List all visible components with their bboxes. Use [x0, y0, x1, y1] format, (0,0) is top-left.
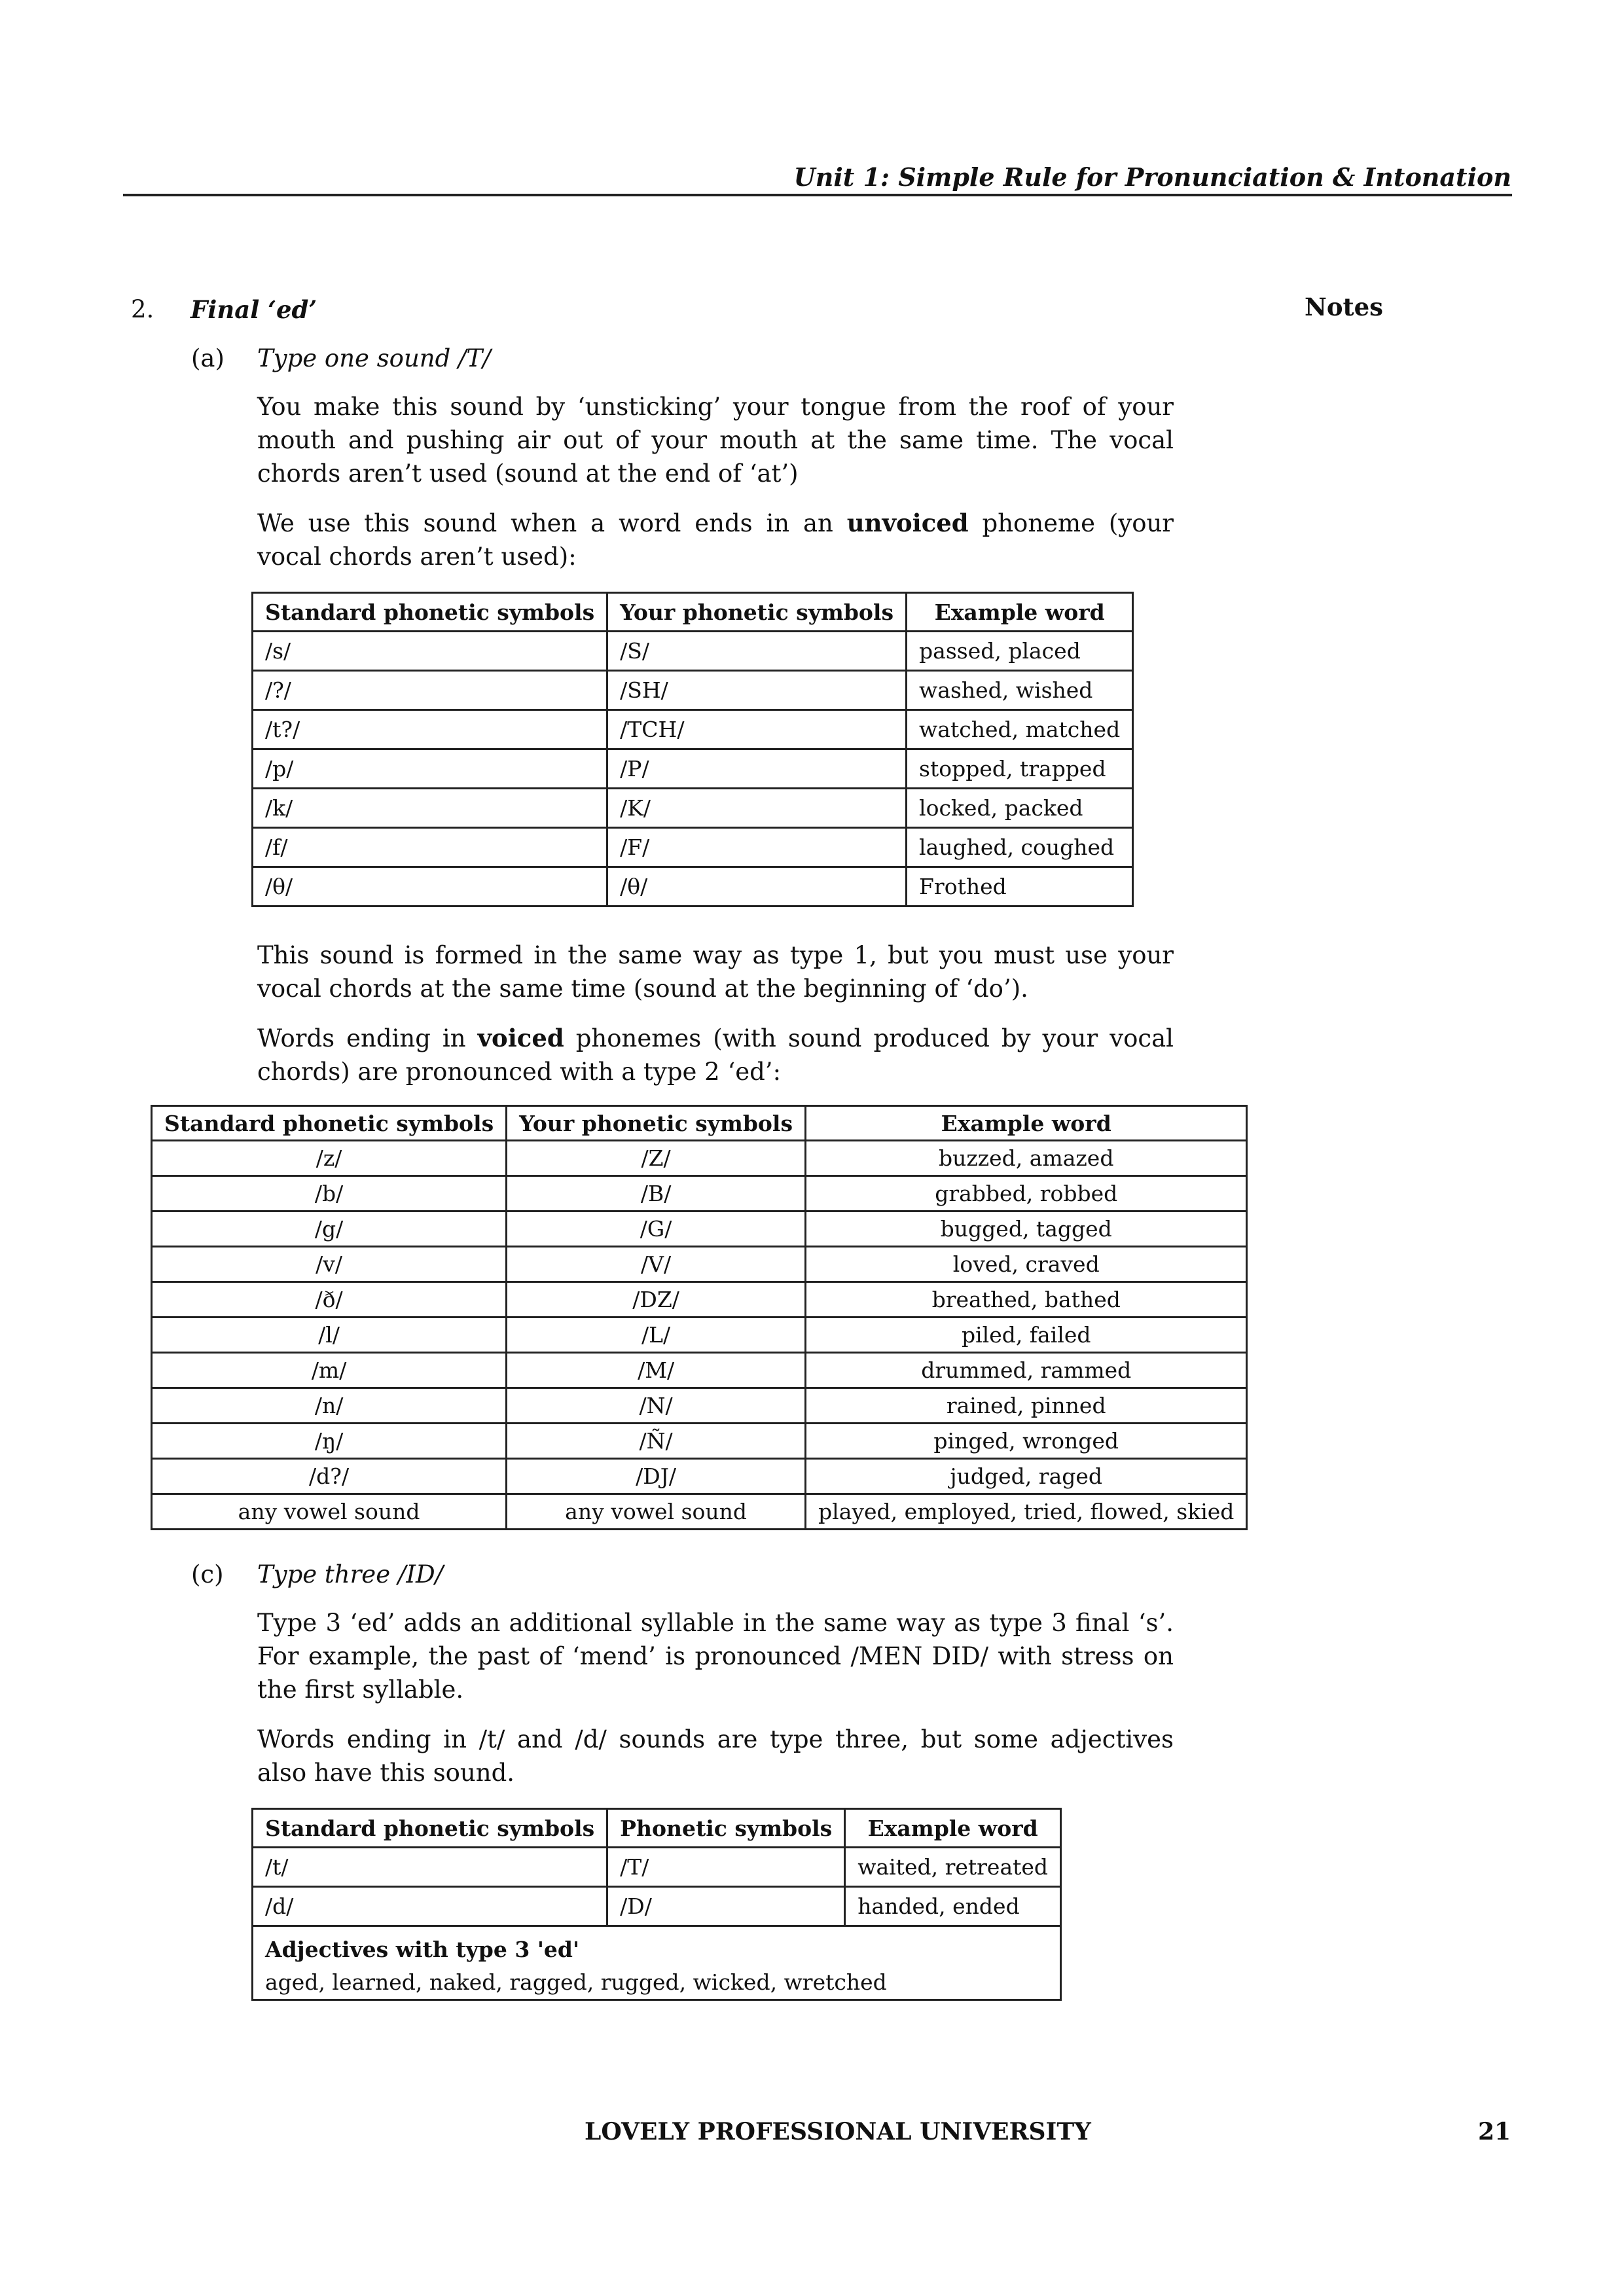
table-row [152, 1176, 1247, 1211]
standard-symbol-cell: /f/ [253, 828, 607, 867]
standard-symbol-cell: /d/ [253, 1887, 607, 1926]
adjectives-cell [253, 1926, 1061, 2000]
example-word-cell: pinged, wronged [806, 1424, 1247, 1459]
type-three-rule-paragraph: Words ending in /t/ and /d/ sounds are type three, but some adjectives also have this sound. [257, 1725, 1174, 1787]
table-row [253, 828, 1133, 867]
voiced-rule-paragraph [257, 1022, 1174, 1088]
standard-symbol-cell: /ŋ/ [152, 1424, 507, 1459]
column-header: Your phonetic symbols [507, 1106, 806, 1141]
table-row [152, 1494, 1247, 1530]
column-header: Example word [907, 593, 1133, 632]
standard-symbol-cell: /d?/ [152, 1459, 507, 1494]
subsection-a-marker: (a) [191, 344, 225, 372]
subsection-c-marker: (c) [191, 1560, 224, 1588]
table-header-row [253, 1809, 1061, 1848]
phonetic-symbol-cell: /T/ [607, 1848, 845, 1887]
table-row [152, 1353, 1247, 1388]
example-word-cell: washed, wished [907, 671, 1133, 710]
standard-symbol-cell: /b/ [152, 1176, 507, 1211]
your-symbol-cell: /B/ [507, 1176, 806, 1211]
subsection-a-title: Type one sound /T/ [257, 344, 491, 372]
standard-symbol-cell: /p/ [253, 749, 607, 789]
adjectives-title: Adjectives with type 3 'ed' [265, 1937, 580, 1962]
standard-symbol-cell: /g/ [152, 1211, 507, 1247]
running-header-title: Unit 1: Simple Rule for Pronunciation & Intonation [793, 162, 1511, 192]
column-header: Phonetic symbols [607, 1809, 845, 1848]
type-one-description: You make this sound by ‘unsticking’ your tongue from the roof of your mouth and pushing air out of your mouth at the same time. The vocal chords aren’t used (sound at the end of ‘at’) [257, 393, 1174, 488]
voiced-rule-text-end: phonemes (with sound produced by your vocal chords) are pronounced with a type 2 ‘ed’: [257, 1024, 1174, 1086]
voiced-rule-text-start: Words ending in [257, 1024, 478, 1052]
standard-symbol-cell: /n/ [152, 1388, 507, 1424]
standard-symbol-cell: /?/ [253, 671, 607, 710]
standard-symbol-cell: /t?/ [253, 710, 607, 749]
your-symbol-cell: /F/ [607, 828, 907, 867]
example-word-cell: handed, ended [845, 1887, 1061, 1926]
example-word-cell: Frothed [907, 867, 1133, 906]
subsection-c-title: Type three /ID/ [257, 1560, 444, 1588]
example-word-cell: judged, raged [806, 1459, 1247, 1494]
your-symbol-cell: /P/ [607, 749, 907, 789]
standard-symbol-cell: /ð/ [152, 1282, 507, 1318]
type-two-description: This sound is formed in the same way as type 1, but you must use your vocal chords at the same time (sound at the beginning of ‘do’). [257, 941, 1174, 1003]
unvoiced-keyword: unvoiced [846, 509, 969, 537]
table-header-row [152, 1106, 1247, 1141]
standard-symbol-cell: /t/ [253, 1848, 607, 1887]
column-header: Standard phonetic symbols [253, 593, 607, 632]
your-symbol-cell: /V/ [507, 1247, 806, 1282]
unvoiced-rule-paragraph [257, 507, 1174, 573]
table-row [152, 1318, 1247, 1353]
header-rule [123, 194, 1512, 196]
table-row [152, 1211, 1247, 1247]
type-three-description: Type 3 ‘ed’ adds an additional syllable in the same way as type 3 final ‘s’. For example, the past of ‘mend’ is pronounced /MEN DID/ with stress on the first syllable. [257, 1609, 1174, 1704]
your-symbol-cell: /N/ [507, 1388, 806, 1424]
example-word-cell: loved, craved [806, 1247, 1247, 1282]
adjectives-row [253, 1926, 1061, 2000]
table-row [253, 867, 1133, 906]
your-symbol-cell: /θ/ [607, 867, 907, 906]
section-title: Final ‘ed’ [190, 295, 317, 324]
standard-symbol-cell: /θ/ [253, 867, 607, 906]
your-symbol-cell: /Ñ/ [507, 1424, 806, 1459]
standard-symbol-cell: /k/ [253, 789, 607, 828]
page-number: 21 [1478, 2118, 1511, 2145]
your-symbol-cell: /L/ [507, 1318, 806, 1353]
unvoiced-rule-text-end: phoneme (your vocal chords aren’t used): [257, 509, 1174, 571]
footer-university: LOVELY PROFESSIONAL UNIVERSITY [585, 2118, 1091, 2145]
standard-symbol-cell: any vowel sound [152, 1494, 507, 1530]
standard-symbol-cell: /z/ [152, 1141, 507, 1176]
your-symbol-cell: /M/ [507, 1353, 806, 1388]
voiced-phonemes-table [151, 1105, 1248, 1530]
example-word-cell: stopped, trapped [907, 749, 1133, 789]
unvoiced-rule-text-start: We use this sound when a word ends in an [257, 509, 847, 537]
table-row [253, 789, 1133, 828]
column-header: Your phonetic symbols [607, 593, 907, 632]
type-three-table [251, 1808, 1062, 2001]
adjectives-list: aged, learned, naked, ragged, rugged, wicked, wretched [265, 1969, 887, 1995]
example-word-cell: passed, placed [907, 632, 1133, 671]
example-word-cell: bugged, tagged [806, 1211, 1247, 1247]
example-word-cell: played, employed, tried, flowed, skied [806, 1494, 1247, 1530]
table-row [253, 671, 1133, 710]
standard-symbol-cell: /m/ [152, 1353, 507, 1388]
your-symbol-cell: /SH/ [607, 671, 907, 710]
example-word-cell: buzzed, amazed [806, 1141, 1247, 1176]
table-row [152, 1388, 1247, 1424]
example-word-cell: locked, packed [907, 789, 1133, 828]
example-word-cell: grabbed, robbed [806, 1176, 1247, 1211]
example-word-cell: rained, pinned [806, 1388, 1247, 1424]
voiced-keyword: voiced [477, 1024, 564, 1052]
unvoiced-phonemes-table [251, 592, 1134, 907]
standard-symbol-cell: /v/ [152, 1247, 507, 1282]
your-symbol-cell: /DZ/ [507, 1282, 806, 1318]
table-header-row [253, 593, 1133, 632]
table-row [253, 710, 1133, 749]
your-symbol-cell: /S/ [607, 632, 907, 671]
table-row [152, 1141, 1247, 1176]
table-row [253, 749, 1133, 789]
column-header: Standard phonetic symbols [253, 1809, 607, 1848]
table-row [253, 1848, 1061, 1887]
example-word-cell: laughed, coughed [907, 828, 1133, 867]
table-row [152, 1459, 1247, 1494]
table-row [253, 1887, 1061, 1926]
example-word-cell: waited, retreated [845, 1848, 1061, 1887]
phonetic-symbol-cell: /D/ [607, 1887, 845, 1926]
example-word-cell: watched, matched [907, 710, 1133, 749]
your-symbol-cell: /G/ [507, 1211, 806, 1247]
your-symbol-cell: /K/ [607, 789, 907, 828]
section-number: 2. [131, 295, 154, 323]
your-symbol-cell: /TCH/ [607, 710, 907, 749]
column-header: Example word [806, 1106, 1247, 1141]
example-word-cell: breathed, bathed [806, 1282, 1247, 1318]
your-symbol-cell: any vowel sound [507, 1494, 806, 1530]
example-word-cell: piled, failed [806, 1318, 1247, 1353]
notes-margin-label: Notes [1305, 293, 1383, 321]
your-symbol-cell: /Z/ [507, 1141, 806, 1176]
table-row [152, 1424, 1247, 1459]
table-row [152, 1282, 1247, 1318]
column-header: Standard phonetic symbols [152, 1106, 507, 1141]
standard-symbol-cell: /s/ [253, 632, 607, 671]
column-header: Example word [845, 1809, 1061, 1848]
standard-symbol-cell: /l/ [152, 1318, 507, 1353]
example-word-cell: drummed, rammed [806, 1353, 1247, 1388]
table-row [152, 1247, 1247, 1282]
your-symbol-cell: /DJ/ [507, 1459, 806, 1494]
table-row [253, 632, 1133, 671]
